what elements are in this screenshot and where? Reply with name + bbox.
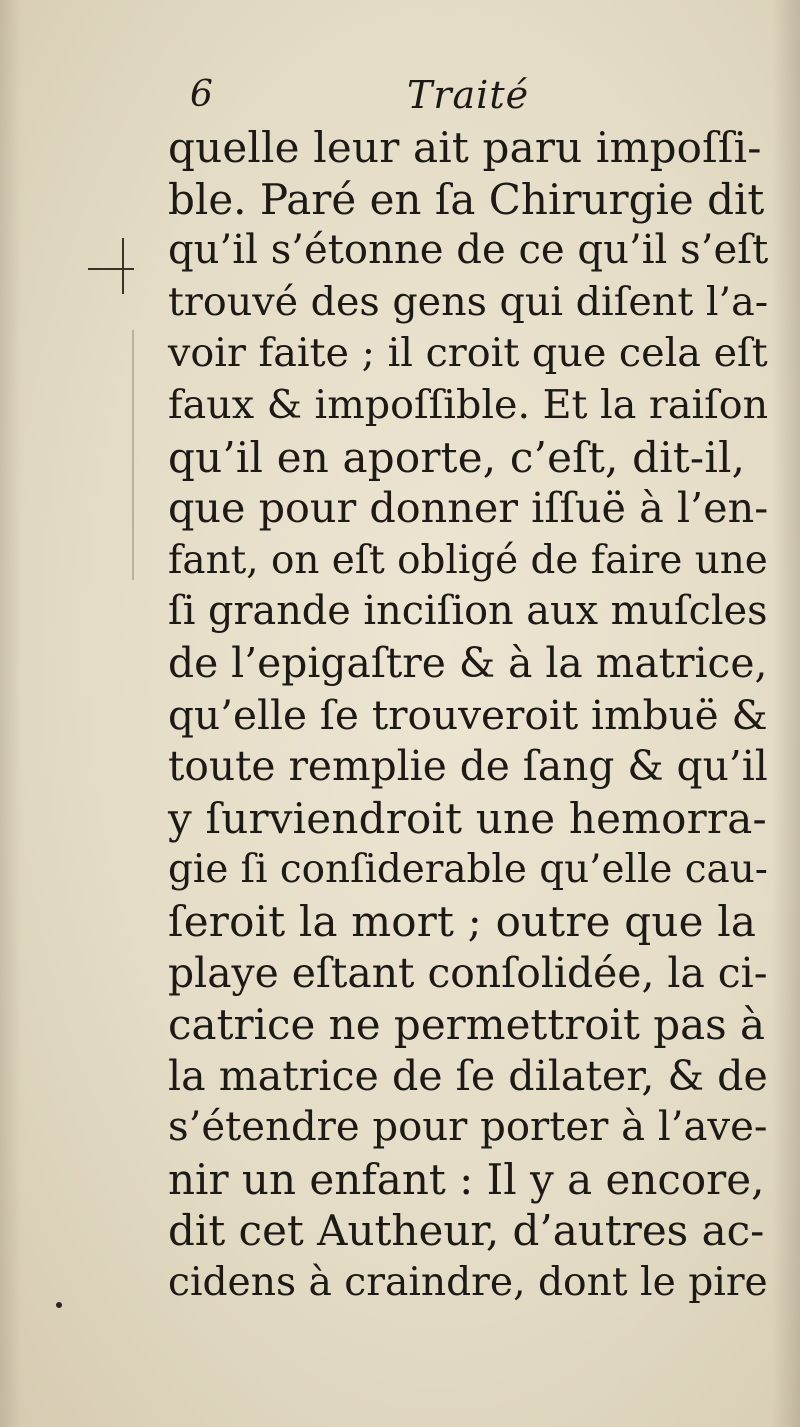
text-line: ſeroit la mort ; outre que la (168, 896, 757, 946)
text-line: que pour donner iſſuë à l’en- (168, 484, 769, 533)
running-title: Traité (407, 73, 530, 117)
text-line: la matrice de ſe dilater, & de (168, 1051, 768, 1100)
text-line: fant, on eſt obligé de faire une (168, 537, 768, 583)
text-line: cidens à craindre, dont le pire (168, 1260, 768, 1306)
page-number: 6 (190, 74, 213, 115)
text-line: quelle leur ait paru impoſſi- (168, 123, 762, 172)
margin-cross-mark (88, 238, 138, 288)
ink-speck (56, 1302, 62, 1308)
text-line: faux & impoſſible. Et la raiſon (168, 381, 769, 428)
text-line: gie ſi conſiderable qu’elle cau- (168, 847, 768, 893)
text-line: nir un enfant : Il y a encore, (168, 1154, 765, 1204)
text-line: ſi grande inciſion aux muſcles (168, 588, 768, 635)
text-line: playe eſtant conſolidée, la ci- (168, 948, 768, 997)
gutter-shadow (0, 0, 22, 1427)
text-line: s’étendre pour porter à l’ave- (168, 1104, 768, 1151)
text-line: y ſurviendroit une hemorra- (168, 793, 767, 843)
text-line: catrice ne permettroit pas à (168, 1000, 766, 1050)
text-line: de l’epigaſtre & à la matrice, (168, 638, 768, 687)
text-line: ble. Paré en ſa Chirurgie dit (168, 174, 765, 224)
page-edge-shadow (772, 0, 800, 1427)
text-line: voir faite ; il croit que cela eſt (168, 330, 768, 377)
text-line: qu’il s’étonne de ce qu’il s’eſt (168, 227, 769, 274)
text-line: qu’elle ſe trouveroit imbuë & (168, 690, 768, 739)
text-line: dit cet Autheur, d’autres ac- (168, 1206, 765, 1256)
text-line: toute remplie de ſang & qu’il (168, 742, 768, 791)
body-text (168, 122, 768, 1309)
text-line: trouvé des gens qui diſent l’a- (168, 278, 769, 325)
show-through-line (132, 330, 134, 580)
page-header (190, 70, 750, 120)
text-line: qu’il en aporte, c’eſt, dit-il, (168, 432, 746, 482)
